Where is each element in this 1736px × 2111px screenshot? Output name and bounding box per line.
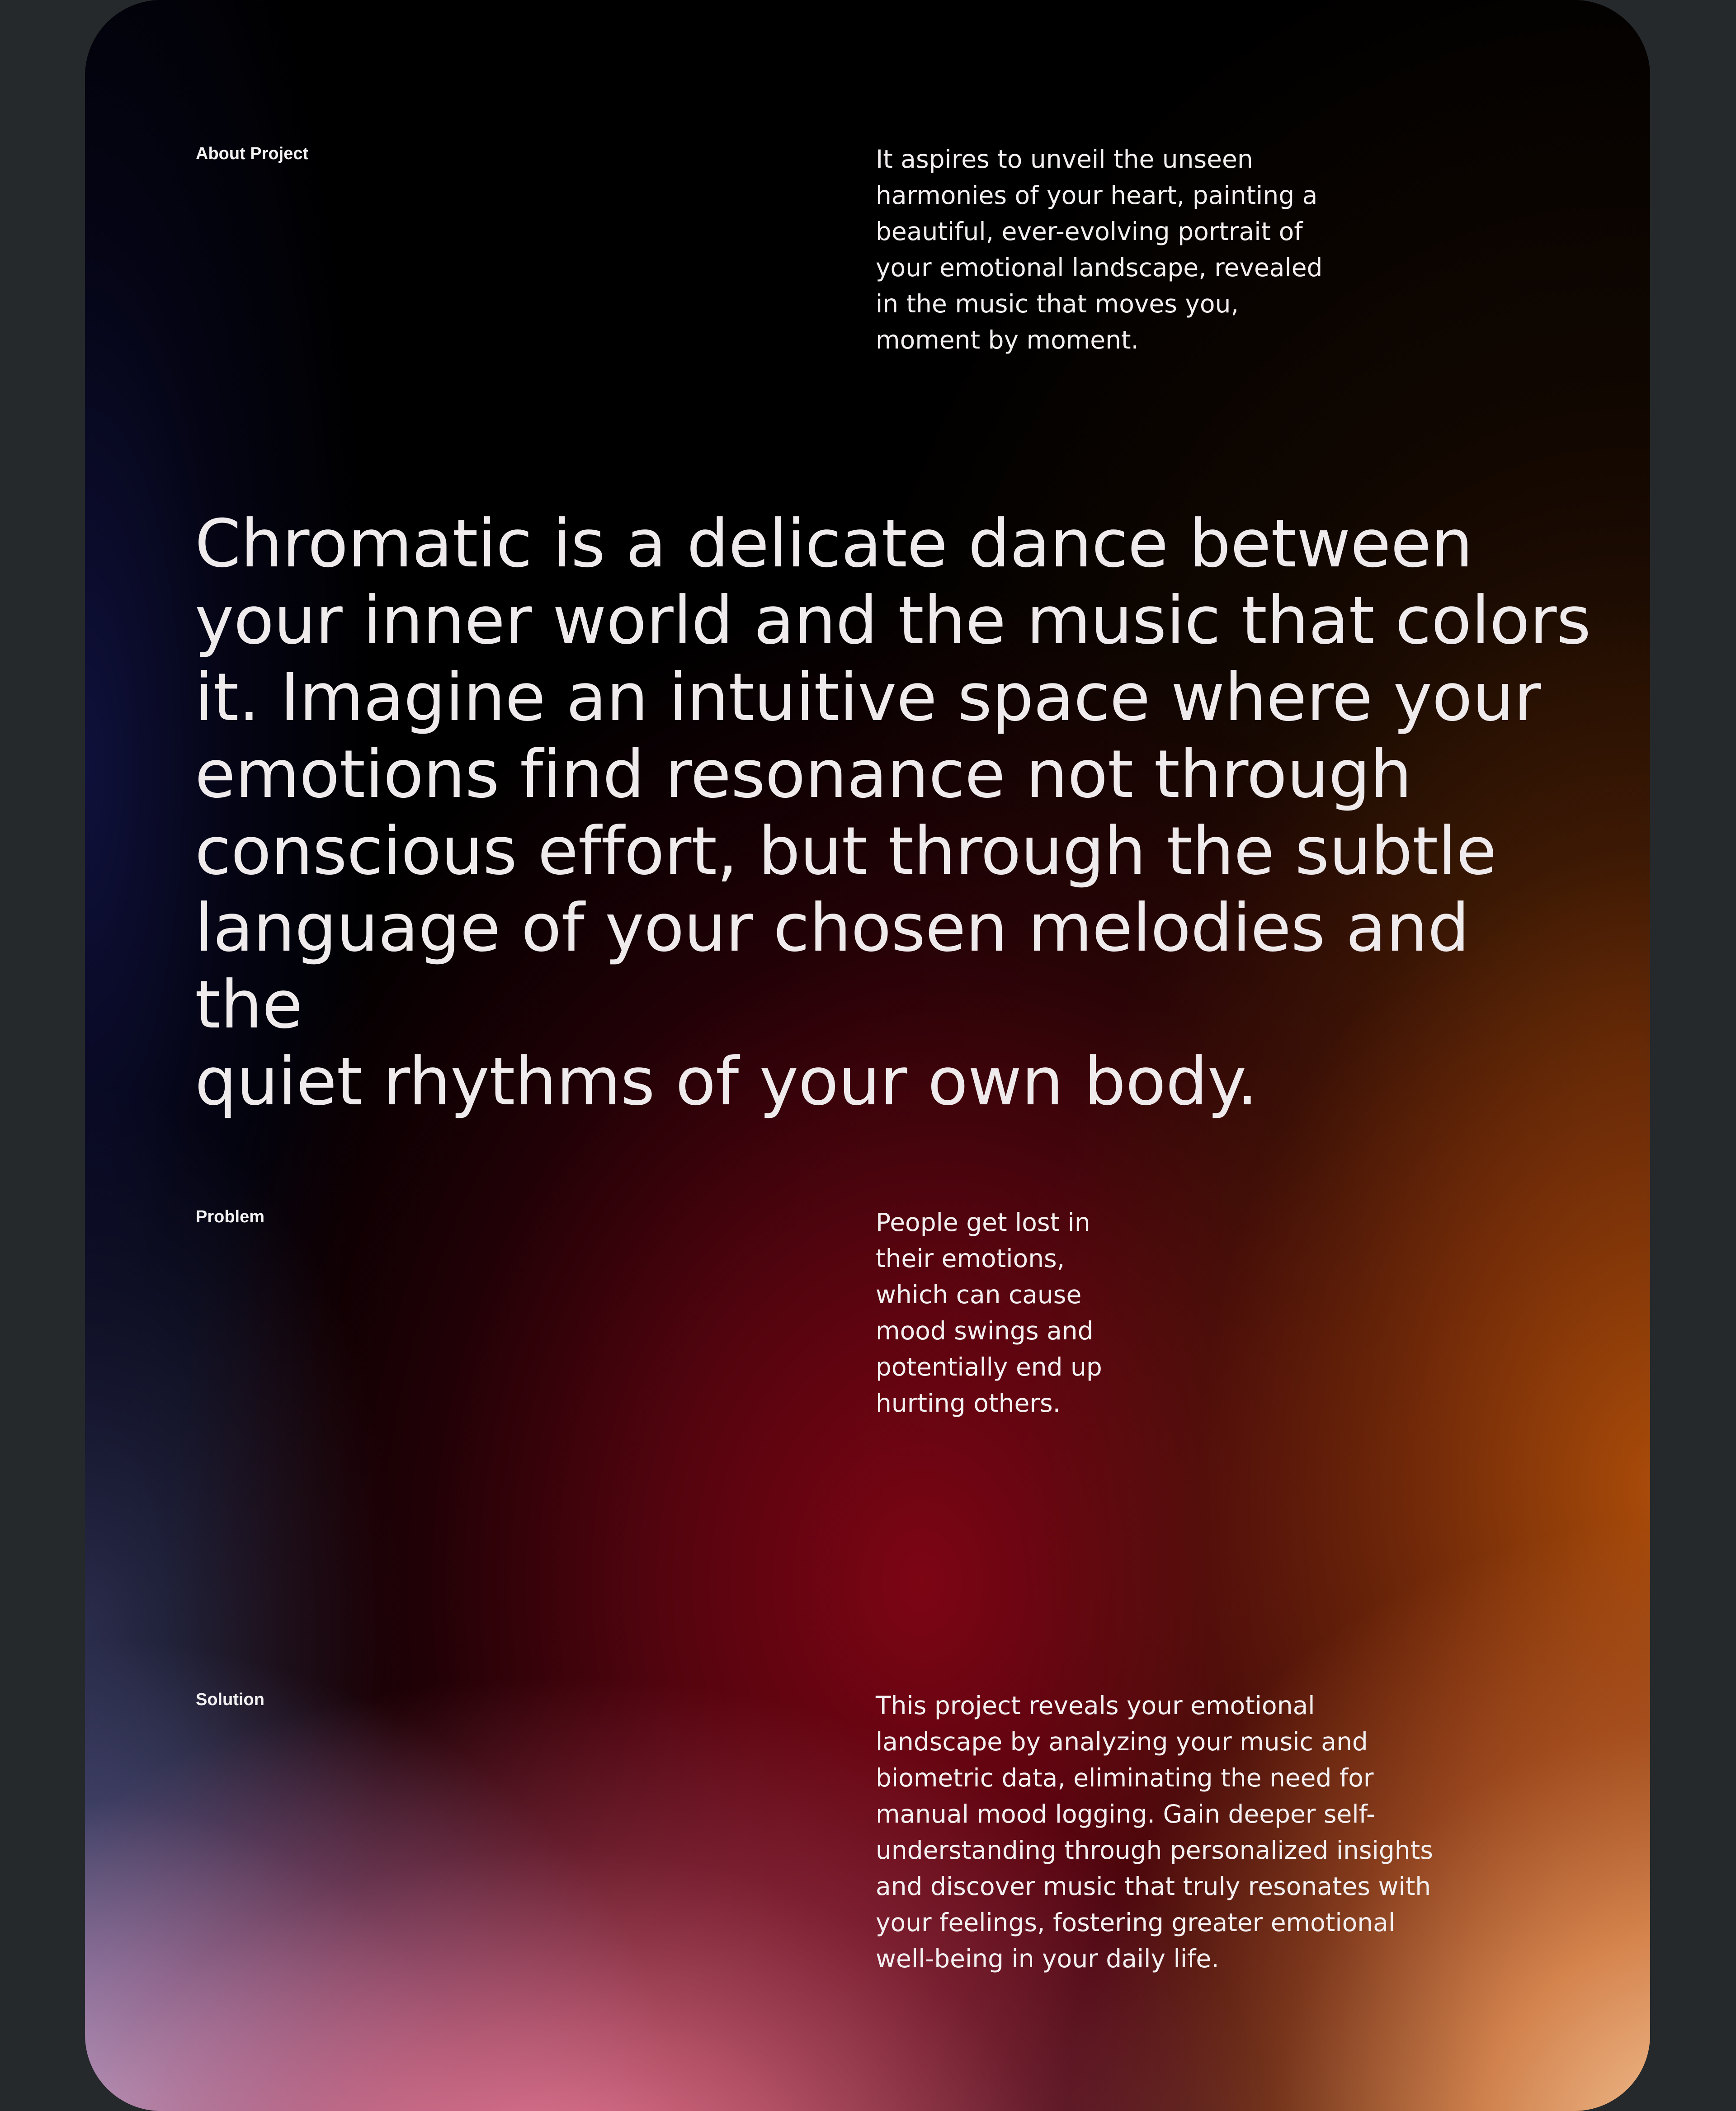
solution-label: Solution — [196, 1690, 264, 1709]
problem-text: People get lost in their emotions, which can cause mood swings and potentially end up hurting others. — [876, 1208, 1102, 1418]
problem-label: Problem — [196, 1207, 265, 1226]
about-project-label: About Project — [196, 144, 309, 163]
about-project-text: It aspires to unveil the unseen harmonies of your heart, painting a beautiful, ever-evolving portrait of your emotional landscape, revealed in the music that moves you, moment by moment. — [876, 145, 1323, 354]
solution-text: This project reveals your emotional landscape by analyzing your music and biometric data, eliminating the need for manual mood logging. Gain deeper self- understanding through personalized insights and discover music that truly resonates with your feelings, fostering greater emotional well-being in your daily life. — [876, 1691, 1433, 1973]
card-content — [85, 0, 1650, 2111]
project-card — [85, 0, 1650, 2111]
lead-statement: Chromatic is a delicate dance between your inner world and the music that colors it. Imagine an intuitive space where your emotions find resonance not through conscious effort, but through the subtle language of your chosen melodies and the quiet rhythms of your own body. — [195, 505, 1591, 1120]
